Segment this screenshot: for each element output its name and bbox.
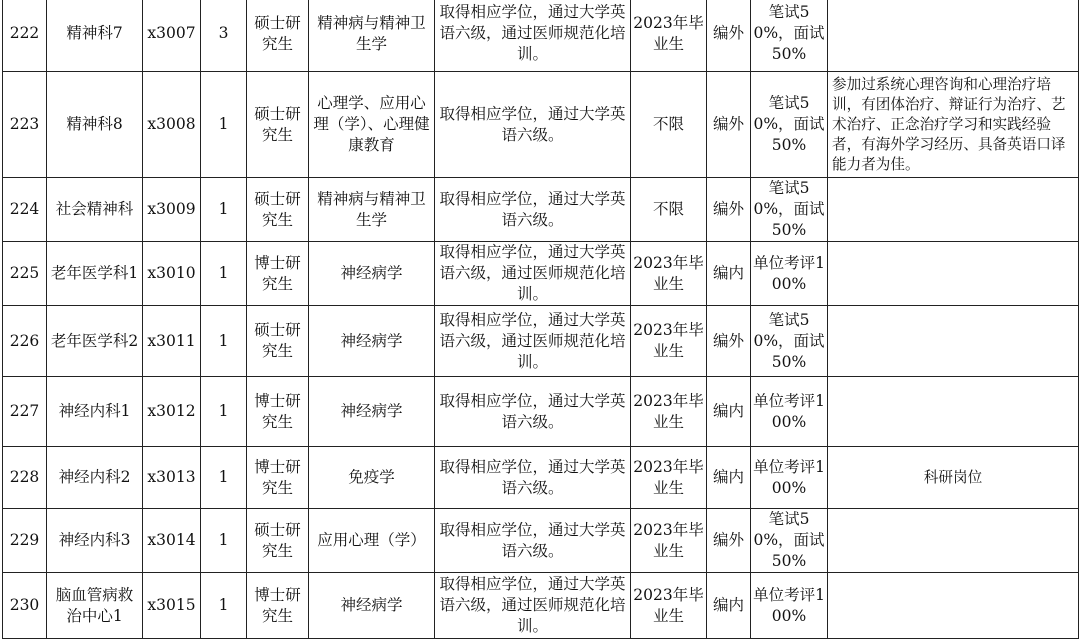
- exam-method: 单位考评100%: [751, 377, 828, 447]
- major: 心理学、应用心理（学）、心理健康教育: [309, 72, 435, 178]
- major: 神经病学: [309, 306, 435, 377]
- post-name: 精神科7: [47, 0, 143, 72]
- remark: [828, 0, 1079, 72]
- exam-method: 笔试50%，面试50%: [751, 0, 828, 72]
- staff-type: 编外: [707, 0, 751, 72]
- staff-type: 编内: [707, 447, 751, 509]
- education: 博士研究生: [247, 447, 309, 509]
- education: 博士研究生: [247, 242, 309, 306]
- graduate-type: 2023年毕业生: [631, 573, 707, 639]
- major: 精神病与精神卫生学: [309, 178, 435, 242]
- education: 硕士研究生: [247, 306, 309, 377]
- education: 硕士研究生: [247, 178, 309, 242]
- hire-count: 1: [201, 377, 247, 447]
- post-code: x3015: [143, 573, 201, 639]
- remark: [828, 573, 1079, 639]
- table-row: [3, 306, 1079, 377]
- staff-type: 编内: [707, 377, 751, 447]
- post-code: x3007: [143, 0, 201, 72]
- post-name: 神经内科3: [47, 509, 143, 573]
- row-number: 222: [3, 0, 47, 72]
- row-number: 226: [3, 306, 47, 377]
- hire-count: 1: [201, 447, 247, 509]
- table-row: [3, 178, 1079, 242]
- table-row: [3, 377, 1079, 447]
- table-row: [3, 573, 1079, 639]
- row-number: 223: [3, 72, 47, 178]
- post-name: 精神科8: [47, 72, 143, 178]
- exam-method: 笔试50%，面试50%: [751, 509, 828, 573]
- post-name: 老年医学科2: [47, 306, 143, 377]
- requirements: 取得相应学位，通过大学英语六级。: [435, 72, 631, 178]
- row-number: 224: [3, 178, 47, 242]
- exam-method: 单位考评100%: [751, 242, 828, 306]
- row-number: 229: [3, 509, 47, 573]
- requirements: 取得相应学位，通过大学英语六级，通过医师规范化培训。: [435, 573, 631, 639]
- row-number: 227: [3, 377, 47, 447]
- hire-count: 1: [201, 573, 247, 639]
- post-name: 脑血管病救治中心1: [47, 573, 143, 639]
- table-row: [3, 509, 1079, 573]
- exam-method: 笔试50%，面试50%: [751, 178, 828, 242]
- hire-count: 3: [201, 0, 247, 72]
- post-code: x3010: [143, 242, 201, 306]
- hire-count: 1: [201, 242, 247, 306]
- graduate-type: 2023年毕业生: [631, 509, 707, 573]
- staff-type: 编内: [707, 573, 751, 639]
- education: 博士研究生: [247, 573, 309, 639]
- education: 博士研究生: [247, 377, 309, 447]
- post-name: 神经内科1: [47, 377, 143, 447]
- exam-method: 笔试50%，面试50%: [751, 72, 828, 178]
- hire-count: 1: [201, 178, 247, 242]
- remark: 科研岗位: [828, 447, 1079, 509]
- education: 硕士研究生: [247, 0, 309, 72]
- post-name: 社会精神科: [47, 178, 143, 242]
- exam-method: 单位考评100%: [751, 447, 828, 509]
- staff-type: 编内: [707, 242, 751, 306]
- row-number: 228: [3, 447, 47, 509]
- post-code: x3012: [143, 377, 201, 447]
- exam-method: 笔试50%，面试50%: [751, 306, 828, 377]
- hire-count: 1: [201, 72, 247, 178]
- hire-count: 1: [201, 306, 247, 377]
- table-row: [3, 72, 1079, 178]
- major: 免疫学: [309, 447, 435, 509]
- staff-type: 编外: [707, 72, 751, 178]
- staff-type: 编外: [707, 178, 751, 242]
- requirements: 取得相应学位，通过大学英语六级，通过医师规范化培训。: [435, 306, 631, 377]
- row-number: 225: [3, 242, 47, 306]
- recruitment-table: [2, 0, 1079, 639]
- hire-count: 1: [201, 509, 247, 573]
- requirements: 取得相应学位，通过大学英语六级。: [435, 377, 631, 447]
- exam-method: 单位考评100%: [751, 573, 828, 639]
- requirements: 取得相应学位，通过大学英语六级，通过医师规范化培训。: [435, 242, 631, 306]
- education: 硕士研究生: [247, 509, 309, 573]
- major: 神经病学: [309, 377, 435, 447]
- table-row: [3, 242, 1079, 306]
- remark: [828, 377, 1079, 447]
- row-number: 230: [3, 573, 47, 639]
- post-code: x3011: [143, 306, 201, 377]
- table-row: [3, 0, 1079, 72]
- post-name: 神经内科2: [47, 447, 143, 509]
- remark: [828, 509, 1079, 573]
- post-name: 老年医学科1: [47, 242, 143, 306]
- remark: [828, 242, 1079, 306]
- post-code: x3013: [143, 447, 201, 509]
- requirements: 取得相应学位，通过大学英语六级。: [435, 178, 631, 242]
- graduate-type: 2023年毕业生: [631, 0, 707, 72]
- major: 应用心理（学）: [309, 509, 435, 573]
- requirements: 取得相应学位，通过大学英语六级。: [435, 447, 631, 509]
- requirements: 取得相应学位，通过大学英语六级。: [435, 509, 631, 573]
- graduate-type: 2023年毕业生: [631, 447, 707, 509]
- graduate-type: 2023年毕业生: [631, 242, 707, 306]
- education: 硕士研究生: [247, 72, 309, 178]
- post-code: x3014: [143, 509, 201, 573]
- remark: 参加过系统心理咨询和心理治疗培训，有团体治疗、辩证行为治疗、艺术治疗、正念治疗学习和实践经验者，有海外学习经历、具备英语口译能力者为佳。: [828, 72, 1079, 178]
- requirements: 取得相应学位，通过大学英语六级，通过医师规范化培训。: [435, 0, 631, 72]
- post-code: x3009: [143, 178, 201, 242]
- remark: [828, 306, 1079, 377]
- graduate-type: 不限: [631, 178, 707, 242]
- graduate-type: 不限: [631, 72, 707, 178]
- staff-type: 编外: [707, 509, 751, 573]
- graduate-type: 2023年毕业生: [631, 377, 707, 447]
- staff-type: 编外: [707, 306, 751, 377]
- major: 神经病学: [309, 573, 435, 639]
- graduate-type: 2023年毕业生: [631, 306, 707, 377]
- remark: [828, 178, 1079, 242]
- table-row: [3, 447, 1079, 509]
- post-code: x3008: [143, 72, 201, 178]
- major: 神经病学: [309, 242, 435, 306]
- major: 精神病与精神卫生学: [309, 0, 435, 72]
